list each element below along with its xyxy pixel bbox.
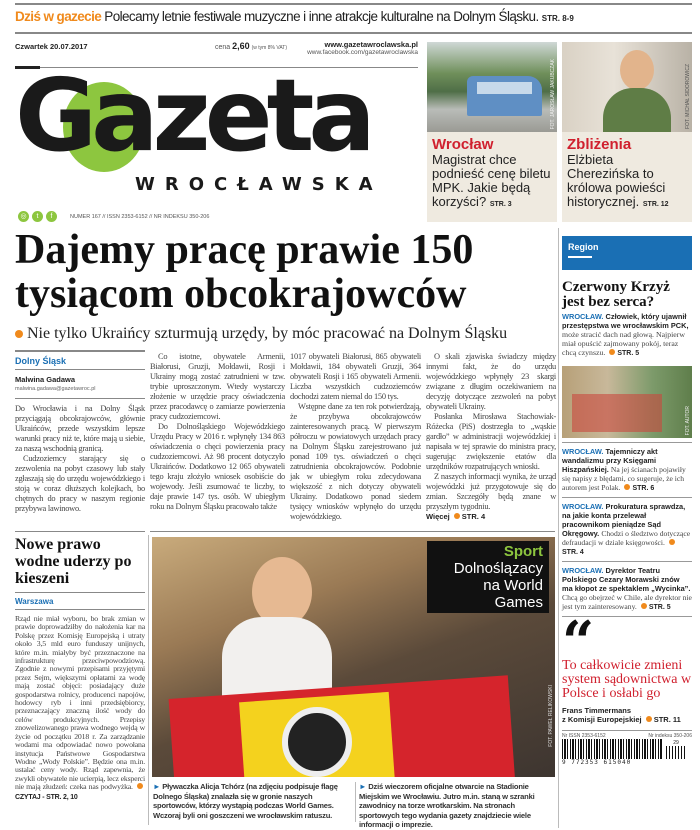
logo-main: Gazeta bbox=[15, 57, 370, 174]
website-link[interactable]: www.gazetawroclawska.pl bbox=[324, 40, 418, 49]
item-text: Chodzi o śledztwo dotyczące defraudacji w dziale księgowości. bbox=[562, 529, 691, 547]
photo-credit: FOT. PAWEŁ RELIKOWSKI bbox=[548, 685, 554, 747]
promo-zblizenia[interactable] bbox=[562, 42, 692, 222]
bullet-icon bbox=[624, 484, 630, 490]
paragraph: Cudzoziemcy starający się o zezwolenia na pobyt czasowy lub stały zgłaszają się do urzędu wojewódzkiego i stoją w coraz dłuższych kolejkach, bo chętnych do pracy w naszym regionie przybywa lawinowo. bbox=[15, 454, 145, 513]
index-number: Nr indeksu 350-206 bbox=[648, 733, 692, 739]
triangle-icon: ► bbox=[359, 782, 367, 791]
sport-label bbox=[427, 541, 549, 613]
banner-page: STR. 8-9 bbox=[541, 14, 574, 23]
page-ref: STR. 5 bbox=[617, 350, 640, 357]
paragraph: Wstępne dane za ten rok potwierdzają, że przybywa obcokrajowców zainteresowanych pracą. W pierwszym półroczu w powiatowych urzędach pracy na Dolnym Śląsku zarejestrowano już ponad 109 tys. oświadczeń o chęci zatrudnienia obcokrajowców. Podobnie jak w ubiegłym roku zdecydowana większość z nich dotyczy obywateli Ukrainy. Dodatkowo ponad siedem tysięcy wniosków wpłynęło do urzędu wojewódzkiego. bbox=[290, 402, 421, 521]
section-label: Dolny Śląsk bbox=[15, 352, 145, 370]
price-vat: (w tym 8% VAT) bbox=[251, 45, 287, 51]
price-value: 2,60 bbox=[232, 41, 250, 51]
item-bold: Dyrektor Teatru Polskiego Cezary Morawski znów ma kłopot ze spektaklem „Wycinka”. bbox=[562, 566, 691, 593]
promo-page: STR. 3 bbox=[489, 201, 512, 208]
issue-info: NUMER 167 // ISSN 2353-6152 // NR INDEKSU 350-206 bbox=[70, 213, 210, 220]
quote-text: To całkowicie zmieni system sądownictwa w Polsce i osłabi go bbox=[562, 658, 692, 701]
caption: Dziś wieczorem oficjalne otwarcie na Stadionie Miejskim we Wrocławiu. Jutro m.in. staną w szranki zawodnicy na torze wrotkarskim. Na stronach sportowych tego wydania gazety znajdziecie wiele informacji o imprezie. bbox=[359, 782, 535, 829]
banner[interactable] bbox=[15, 9, 692, 24]
facebook-link[interactable]: www.facebook.com/gazetawroclawska bbox=[307, 49, 418, 56]
promo-category: Zbliżenia bbox=[567, 136, 632, 153]
paragraph: Posłanka Mirosława Stachowiak-Różecka (PiS) dostrzegła to „wąskie gardło” w administracji wojewódzkiej i napisała w tej sprawie do ministra pracy, sugerując zwiększenie etatów dla urzędników rozpatrujących wnioski. bbox=[426, 412, 556, 471]
paragraph: Z naszych informacji wynika, że urząd wojewódzki już przygotowuje się do zmian. Szczegóły będą znane w przyszłym tygodniu. bbox=[426, 472, 556, 511]
quote-block bbox=[562, 609, 692, 724]
subhead-text: Nie tylko Ukraińcy szturmują urzędy, by móc pracować na Dolnym Śląsku bbox=[27, 325, 508, 342]
bullet-icon bbox=[454, 513, 460, 519]
more-link[interactable] bbox=[426, 512, 556, 522]
page-ref: STR. 11 bbox=[653, 715, 681, 724]
page-ref: STR. 4 bbox=[562, 549, 584, 556]
barcode-block bbox=[562, 730, 692, 766]
item-bold: Prokuratura sprawdza, na jakie konta przelewał pracownikom pieniądze Sąd Okręgowy. bbox=[562, 502, 686, 538]
quote-author: Frans Timmermans bbox=[562, 706, 632, 715]
item-text: Na jej ścianach pojawiły się napisy z błędami, co sugeruje, że ich autorem jest Polak. bbox=[562, 465, 686, 492]
paragraph: Do Dolnośląskiego Wojewódzkiego Urzędu Pracy w 2016 r. wpłynęły 134 863 oświadczenia o chęci powierzenia pracy cudzoziemcowi. Aż 98 procent dotyczyło Ukraińców. Dodatkowo 12 065 obywateli tego kraju złożyło wniosek osobiście do wojewody. Jeśli zsumować te liczby, to daje prawie 147 tys. osób. W ubiegłym roku na Dolnym Śląsku pracowało także bbox=[150, 422, 285, 511]
photo-credit: FOT. MICHAŁ SIDOROWICZ bbox=[685, 64, 691, 129]
twitter-icon[interactable]: t bbox=[32, 211, 43, 222]
kicker: WROCŁAW. bbox=[562, 502, 604, 511]
more-label: Więcej bbox=[426, 512, 450, 521]
bullet-icon bbox=[641, 603, 647, 609]
second-headline[interactable]: Nowe prawo wodne uderzy po kieszeni bbox=[15, 536, 145, 593]
item-text: Chcą go obejrzeć w Chile, ale dyrektor nie jest tym zainteresowany. bbox=[562, 593, 692, 611]
paragraph: 1017 obywateli Białorusi, 865 obywateli Mołdawii, 184 obywateli Gruzji, 364 obywateli Rosji i 165 obywateli Armenii. Liczba wszystkich cudzoziemców dochodzi zatem niemal do 150 tys. bbox=[290, 352, 421, 401]
barcode bbox=[562, 739, 662, 759]
lead-headline[interactable]: Dajemy pracę prawie 150 tysiącom obcokrajowców bbox=[15, 227, 474, 317]
quote-affiliation: z Komisji Europejskiej bbox=[562, 715, 642, 724]
sport-category: Sport bbox=[503, 543, 543, 560]
author-name: Malwina Gadawa bbox=[15, 375, 76, 384]
logo-sub: WROCŁAWSKA bbox=[135, 174, 383, 195]
instagram-icon[interactable]: ◎ bbox=[18, 211, 29, 222]
facebook-icon[interactable]: f bbox=[46, 211, 57, 222]
paragraph: O skali zjawiska świadczy między innymi fakt, że do urzędu wojewódzkiego wpłynęły 23 skargi związane z długim oczekiwaniem na decyzję dotyczące zezwoleń na pobyt obywateli Ukrainy. bbox=[426, 352, 556, 411]
photo-credit: FOT. AUTOR bbox=[685, 405, 691, 435]
list-item[interactable] bbox=[562, 443, 692, 498]
lead-subhead bbox=[15, 325, 507, 343]
author-email[interactable]: malwina.gadawa@gazetawroc.pl bbox=[15, 386, 145, 399]
sport-photo[interactable] bbox=[152, 537, 555, 777]
kicker: WROCŁAW. bbox=[562, 566, 604, 575]
bullet-icon bbox=[646, 716, 652, 722]
promo-category: Wrocław bbox=[432, 136, 494, 153]
region-header[interactable] bbox=[562, 236, 692, 270]
caption: Pływaczka Alicja Tchórz (na zdjęciu podpisuje flagę Dolnego Śląska) znalazła się w gronie naszych sportowców, którzy wystąpią podczas World Games. Wczoraj byli oni goszczeni we wrocławskim ratuszu. bbox=[153, 782, 338, 820]
photo-credit: FOT. JAROSŁAW JAKUBCZAK bbox=[550, 58, 556, 129]
issue-date: Czwartek 20.07.2017 bbox=[15, 42, 88, 51]
bullet-icon bbox=[669, 539, 675, 545]
second-text: Rząd nie miał wyboru, bo brak zmian w prawie doprowadziłby do nałożenia kar na Polskę przez Komisję Europejską i utraty około 3,5 mld euro funduszy unijnych, które m.in. miałyby być przeznaczone na infrastrukturę przeciwpowodziową. Zgodnie z nowymi przepisami przyjętymi przez Sejm, większymi opłatami za wodę mają zostać objęci: posiadający duże gospodarstwa rolnicy, producenci napojów, hodowcy ryb i inni przedsiębiorcy, przeznaczający znaczną ilość wody do celów produkcyjnych. Przepisy znowelizowanego prawa wodnego wejdą w życie od początku 2018 r. Za zarządzanie wodami ma odpowiadać nowo powołana instytucja Państwowe Gospodarstwa Wodne „Wody Polskie”. Będzie ona m.in. ustalać ceny wody. Rząd zapewnia, że zwykli obywatele nie ucierpią, lecz eksperci nie mają złudzeń: czeka nas podwyżka. bbox=[15, 614, 145, 792]
promo-wroclaw[interactable] bbox=[427, 42, 557, 222]
region-lead: może stracić dach nad głową. Najpierw miał opuścić zajmowany pokój, teraz chcą czynszu. bbox=[562, 330, 685, 357]
banner-lead: Dziś w gazecie bbox=[15, 9, 102, 24]
barcode-number: 9 772353 615040 bbox=[562, 759, 632, 766]
bullet-icon bbox=[137, 783, 143, 789]
promo-page: STR. 12 bbox=[642, 201, 669, 208]
triangle-icon: ► bbox=[153, 782, 161, 791]
region-items bbox=[562, 442, 692, 617]
price bbox=[215, 41, 287, 51]
more-label: CZYTAJ - STR. 2, 10 bbox=[15, 793, 78, 801]
item-bold: Tajemniczy akt wandalizmu przy Księgami Hiszpańskiej. bbox=[562, 447, 658, 474]
section-label: Warszawa bbox=[15, 593, 145, 610]
promo-text: Elżbieta Cherezińska to królowa powieści historycznej. bbox=[567, 152, 666, 209]
page-ref: STR. 6 bbox=[632, 485, 655, 492]
paragraph: Co istotne, obywatele Armenii, Białorusi, Gruzji, Mołdawii, Rosji i Ukrainy mogą zostać zatrudnieni w tzw. trybie uproszczonym. Wtedy wystarczy złożenie w urzędzie pracy oświadczenia przez pracodawcę o zamiarze powierzenia pracy cudzoziemcowi. bbox=[150, 352, 285, 421]
region-lead-bold: Człowiek, który ujawnił przestępstwa we wrocławskim PCK, bbox=[562, 312, 689, 330]
tram-photo bbox=[427, 42, 557, 132]
paragraph: Do Wrocławia i na Dolny Śląsk przyciągają obcokrajowców, głównie Ukraińców, przede wszystkim lepsze warunki pracy niż te, które mają u siebie, za naszą wschodnią granicą. bbox=[15, 404, 145, 453]
quote-marks-icon: “ bbox=[562, 609, 595, 675]
region-headline[interactable]: Czerwony Krzyż jest bez serca? bbox=[562, 279, 670, 310]
issue-code: 29 bbox=[673, 740, 679, 746]
page-ref: STR. 5 bbox=[648, 604, 671, 611]
banner-text: Polecamy letnie festiwale muzyczne i inne atrakcje kulturalne na Dolnym Śląsku. bbox=[104, 9, 539, 24]
bullet-icon bbox=[609, 349, 615, 355]
portrait-photo bbox=[562, 42, 692, 132]
issn: Nr ISSN 2353-6152 bbox=[562, 733, 606, 739]
logo[interactable] bbox=[15, 57, 415, 202]
price-label: cena bbox=[215, 44, 231, 51]
promo-text: Magistrat chce podnieść cenę biletu MPK. Jakie będą korzyści? bbox=[432, 152, 551, 209]
region-label: Region bbox=[568, 242, 599, 252]
sport-title: Dolnoślązacy na World Games bbox=[453, 560, 543, 611]
more-page: STR. 4 bbox=[461, 512, 486, 521]
kicker: WROCŁAW. bbox=[562, 447, 604, 456]
list-item[interactable] bbox=[562, 498, 692, 562]
bullet-icon bbox=[15, 330, 23, 338]
graffiti-photo bbox=[562, 366, 692, 438]
kicker: WROCŁAW. bbox=[562, 312, 604, 321]
